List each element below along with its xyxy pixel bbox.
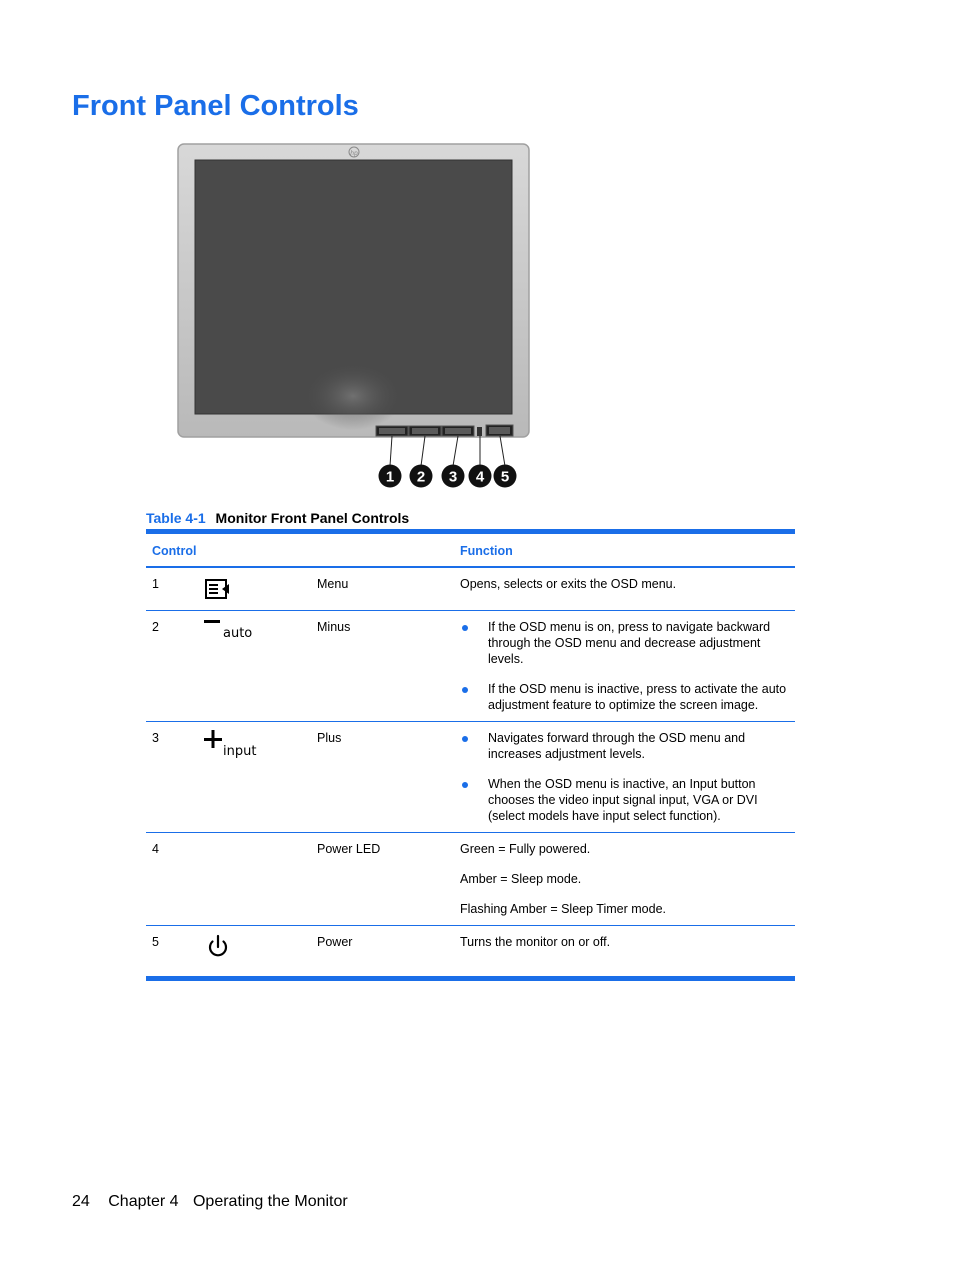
function-line: Green = Fully powered. [460, 842, 591, 856]
chapter-title: Operating the Monitor [192, 1193, 348, 1210]
row-number: 5 [152, 935, 159, 949]
table-row [146, 567, 795, 611]
callout-4 [469, 465, 492, 488]
control-function: Opens, selects or exits the OSD menu. [460, 577, 677, 591]
callout-1 [379, 465, 402, 488]
control-name: Minus [317, 620, 351, 634]
page-number: 24 [72, 1193, 90, 1210]
front-panel-buttons [376, 425, 513, 436]
page-title: Front Panel Controls [72, 90, 359, 122]
minus-auto-icon-label: auto [223, 626, 253, 641]
table-row [146, 833, 795, 926]
control-function: Turns the monitor on or off. [460, 935, 611, 949]
page-footer [72, 1193, 362, 1211]
table-caption [146, 510, 409, 526]
monitor-screen [195, 160, 512, 430]
header-control: Control [146, 532, 454, 568]
table-caption-title: Monitor Front Panel Controls [215, 510, 410, 526]
header-function: Function [454, 532, 795, 568]
function-item: Navigates forward through the OSD menu and increases adjustment levels. [460, 730, 789, 762]
function-item: If the OSD menu is on, press to navigate backward through the OSD menu and decrease adjustment levels. [460, 619, 789, 667]
function-lines [460, 841, 789, 917]
callout-5 [494, 465, 517, 488]
menu-icon [204, 576, 234, 602]
function-line: Amber = Sleep mode. [460, 872, 582, 886]
power-icon [204, 934, 234, 960]
control-name: Power [317, 935, 353, 949]
callout-2 [410, 465, 433, 488]
function-line: Flashing Amber = Sleep Timer mode. [460, 902, 666, 916]
monitor-front-illustration [170, 138, 540, 498]
function-list [460, 730, 789, 824]
control-name: Menu [317, 577, 349, 591]
chapter-label: Chapter 4 [108, 1193, 179, 1210]
function-item: If the OSD menu is inactive, press to activate the auto adjustment feature to optimize the screen image. [460, 681, 789, 713]
row-number: 2 [152, 620, 159, 634]
table-caption-number: Table 4-1 [146, 510, 206, 526]
row-number: 3 [152, 731, 159, 745]
plus-input-icon [204, 730, 264, 760]
minus-auto-icon [204, 619, 260, 645]
table-row [146, 722, 795, 833]
callout-number: 1 [385, 468, 395, 486]
callout-leaders [390, 436, 505, 466]
control-name: Plus [317, 731, 342, 745]
controls-table [146, 529, 795, 981]
table-row [146, 926, 795, 979]
callout-number: 5 [500, 468, 510, 486]
function-list [460, 619, 789, 713]
table-header-row [146, 532, 795, 568]
callout-number: 2 [416, 468, 426, 486]
plus-input-icon-label: input [223, 744, 257, 759]
control-name: Power LED [317, 842, 381, 856]
callout-number: 3 [448, 468, 458, 486]
table-row [146, 611, 795, 722]
row-number: 4 [152, 842, 159, 856]
svg-text:hp: hp [350, 150, 358, 157]
callout-3 [442, 465, 465, 488]
row-number: 1 [152, 577, 159, 591]
callout-number: 4 [475, 468, 485, 486]
function-item: When the OSD menu is inactive, an Input button chooses the video input signal input, VGA or DVI (select models have input select function). [460, 776, 789, 824]
